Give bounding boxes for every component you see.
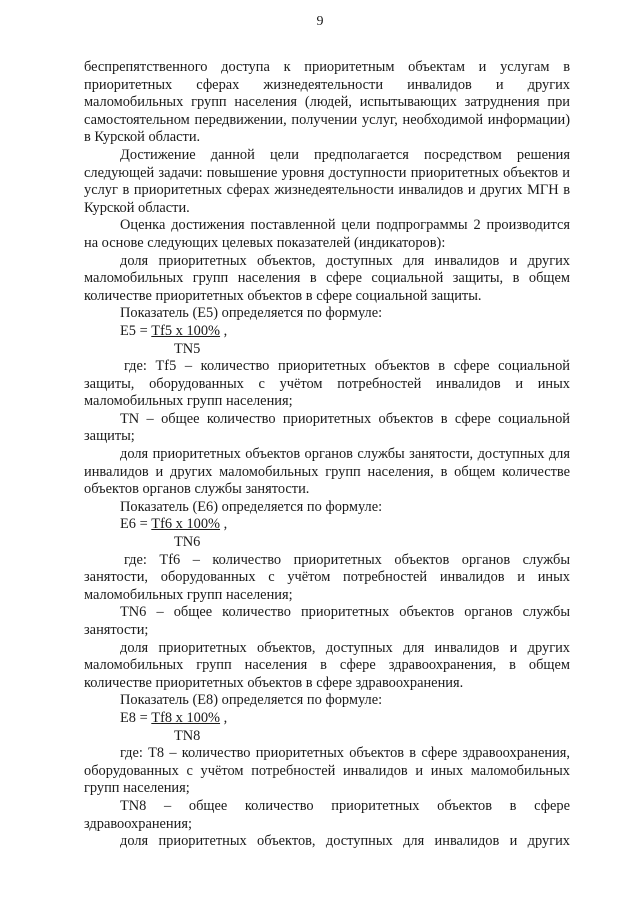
formula-e6-lhs: Е6 = bbox=[120, 516, 152, 533]
document-body bbox=[84, 59, 570, 851]
paragraph-goal-task: Достижение данной цели предполагается посредством решения следующей задачи: повышение уровня доступности приоритетных объектов и услуг в приоритетных сферах жизнедеятельности инвалидов и других МГН в Курской области. bbox=[84, 146, 570, 216]
formula-e5-lhs: Е5 = bbox=[120, 322, 152, 339]
paragraph-evaluation: Оценка достижения поставленной цели подпрограммы 2 производится на основе следующих целевых показателей (индикаторов): bbox=[84, 217, 570, 251]
paragraph-indicator-next: доля приоритетных объектов, доступных для инвалидов и других bbox=[120, 833, 570, 850]
paragraph-indicator-social: доля приоритетных объектов, доступных для инвалидов и других маломобильных групп населения в сфере социальной защиты, в общем количестве приоритетных объектов в сфере социальной защиты. bbox=[84, 252, 570, 304]
page-number: 9 bbox=[316, 14, 324, 29]
paragraph-where-tf5: где: Tf5 – количество приоритетных объектов в сфере социальной защиты, оборудованных с учётом потребностей инвалидов и иных маломобильных групп населения; bbox=[84, 358, 570, 410]
paragraph-goal-continuation: беспрепятственного доступа к приоритетным объектам и услугам в приоритетных сферах жизнедеятельности инвалидов и других маломобильных групп населения (людей, испытывающих затруднения при самостоятельном передвижении, получении услуг, необходимой информации) в Курской области. bbox=[84, 59, 570, 146]
formula-e5-denominator: TN5 bbox=[174, 340, 201, 357]
paragraph-where-t8: где: T8 – количество приоритетных объектов в сфере здравоохранения, оборудованных с учётом потребностей инвалидов и иных маломобильных групп населения; bbox=[84, 745, 570, 797]
paragraph-where-tn6: TN6 – общее количество приоритетных объектов органов службы занятости; bbox=[84, 604, 570, 638]
formula-e8-tail: , bbox=[220, 709, 228, 726]
formula-e8 bbox=[84, 710, 570, 728]
formula-e8-lhs: Е8 = bbox=[120, 709, 152, 726]
paragraph-indicator-employment: доля приоритетных объектов органов службы занятости, доступных для инвалидов и других маломобильных групп населения, в общем количестве объектов органов службы занятости. bbox=[84, 446, 570, 498]
paragraph-formula-intro-e8: Показатель (Е8) определяется по формуле: bbox=[120, 692, 383, 709]
paragraph-formula-intro-e6: Показатель (Е6) определяется по формуле: bbox=[120, 498, 383, 515]
paragraph-where-tn: TN – общее количество приоритетных объектов в сфере социальной защиты; bbox=[84, 410, 570, 445]
formula-e6-denominator: TN6 bbox=[174, 534, 201, 551]
formula-e5 bbox=[84, 323, 570, 341]
paragraph-indicator-health: доля приоритетных объектов, доступных для инвалидов и других маломобильных групп населения в сфере здравоохранения, в общем количестве приоритетных объектов в сфере здравоохранения. bbox=[84, 639, 570, 691]
formula-e6 bbox=[84, 516, 570, 534]
paragraph-where-tf6: где: Tf6 – количество приоритетных объектов органов службы занятости, оборудованных с учётом потребностей инвалидов и иных маломобильных групп населения; bbox=[84, 551, 570, 603]
formula-e5-tail: , bbox=[220, 322, 228, 339]
formula-e8-denominator: TN8 bbox=[174, 727, 201, 744]
paragraph-where-tn8: TN8 – общее количество приоритетных объектов в сфере здравоохранения; bbox=[84, 797, 570, 832]
formula-e6-numerator: Tf6 x 100% bbox=[151, 516, 221, 533]
formula-e5-numerator: Tf5 x 100% bbox=[151, 322, 221, 339]
formula-e8-numerator: Tf8 x 100% bbox=[151, 709, 221, 726]
paragraph-formula-intro-e5: Показатель (Е5) определяется по формуле: bbox=[120, 305, 383, 322]
formula-e6-tail: , bbox=[220, 516, 228, 533]
